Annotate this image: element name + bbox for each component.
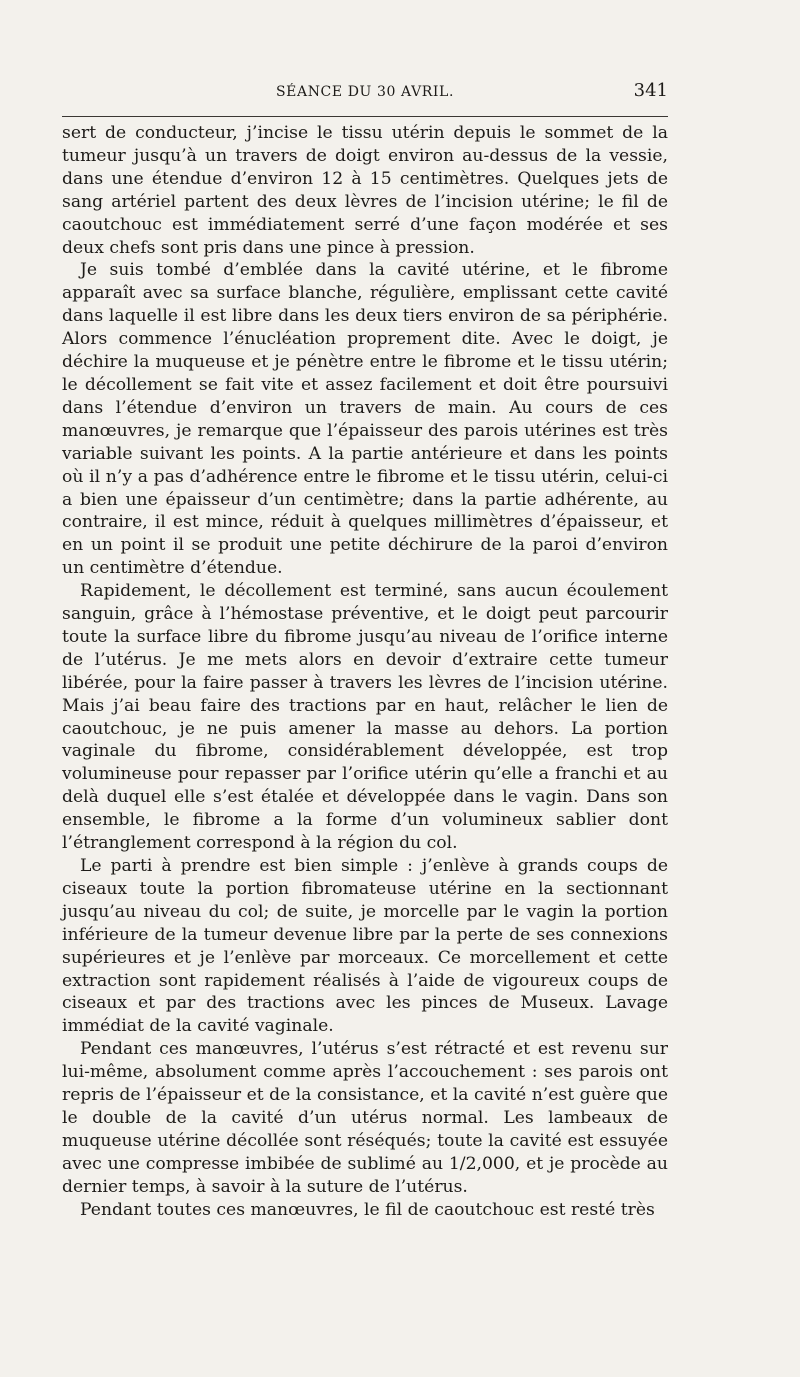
paragraph: Pendant ces manœuvres, l’utérus s’est rétracté et est revenu sur lui-même, absolument comme après l’accouchement : ses parois ont repris de l’épaisseur et de la consistance, et la cavité n’est guère que le double de la cavité d’un utérus normal. Les lambeaux de muqueuse utérine décollée sont réséqués; toute la cavité est essuyée avec une compresse imbibée de sublimé au 1/2,000, et je procède au dernier temps, à savoir à la suture de l’utérus. (62, 1039, 668, 1197)
page-number: 341 (633, 80, 668, 101)
paragraph: Pendant toutes ces manœuvres, le fil de caoutchouc est resté très (80, 1199, 655, 1220)
running-title: SÉANCE DU 30 AVRIL. (275, 84, 455, 100)
paragraph: Le parti à prendre est bien simple : j’enlève à grands coups de ciseaux toute la portion fibromateuse utérine en la sectionnant jusqu’au niveau du col; de suite, je morcelle par le vagin la portion inférieure de la tumeur devenue libre par la perte de ses connexions supérieures et je l’enlève par morceaux. Ce morcellement et cette extraction sont rapidement réalisés à l’aide de vigoureux coups de ciseaux et par des tractions avec les pinces de Museux. Lavage immédiat de la cavité vaginale. (62, 856, 668, 1037)
paragraph: Je suis tombé d’emblée dans la cavité utérine, et le fibrome apparaît avec sa surface blanche, régulière, emplissant cette cavité dans laquelle il est libre dans les deux tiers environ de sa périphérie. Alors commence l’énucléation proprement dite. Avec le doigt, je déchire la muqueuse et je pénètre entre le fibrome et le tissu utérin; le décollement se fait vite et assez facilement et doit être poursuivi dans l’étendue d’environ un travers de main. Au cours de ces manœuvres, je remarque que l’épaisseur des parois utérines est très variable suivant les points. A la partie antérieure et dans les points où il n’y a pas d’adhérence entre le fibrome et le tissu utérin, celui-ci a bien une épaisseur d’un centimètre; dans la partie adhérente, au contraire, il est mince, réduit à quelques millimètres d’épaisseur, et en un point il se produit une petite déchirure de la paroi d’environ un centimètre d’étendue. (62, 260, 668, 579)
header-rule (62, 116, 668, 117)
body-text (62, 122, 668, 1222)
paragraph: Rapidement, le décollement est terminé, sans aucun écoulement sanguin, grâce à l’hémostase préventive, et le doigt peut parcourir toute la surface libre du fibrome jusqu’au niveau de l’orifice interne de l’utérus. Je me mets alors en devoir d’extraire cette tumeur libérée, pour la faire passer à travers les lèvres de l’incision utérine. Mais j’ai beau faire des tractions par en haut, relâcher le lien de caoutchouc, je ne puis amener la masse au dehors. La portion vaginale du fibrome, considérablement développée, est trop volumineuse pour repasser par l’orifice utérin qu’elle a franchi et au delà duquel elle s’est étalée et développée dans le vagin. Dans son ensemble, le fibrome a la forme d’un volumineux sablier dont l’étranglement correspond à la région du col. (62, 581, 668, 854)
page-header (62, 80, 668, 106)
paragraph: sert de conducteur, j’incise le tissu utérin depuis le sommet de la tumeur jusqu’à un travers de doigt environ au-dessus de la vessie, dans une étendue d’environ 12 à 15 centimètres. Quelques jets de sang artériel partent des deux lèvres de l’incision utérine; le fil de caoutchouc est immédiatement serré d’une façon modérée et ses deux chefs sont pris dans une pince à pression. (62, 123, 668, 258)
